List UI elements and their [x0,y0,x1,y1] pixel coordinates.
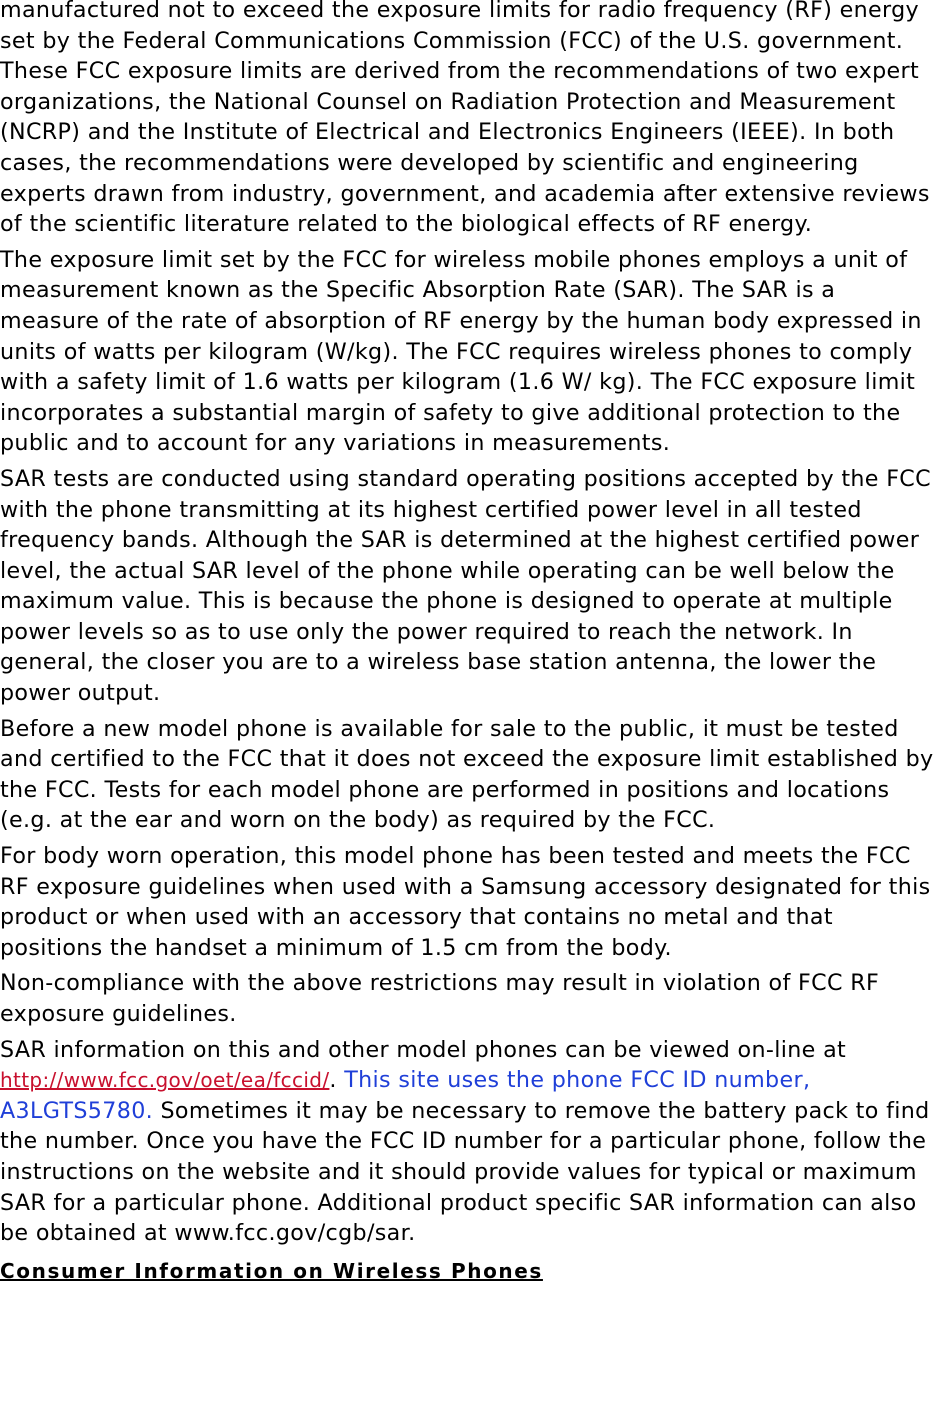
paragraph-sar-tests: SAR tests are conducted using standard operating positions accepted by the FCC with the phone transmitting at its highest certified power level in all tested frequency bands. Although the SAR is determined at the highest certified power level, the actual SAR level of the phone while operating can be well below the maximum value. This is because the phone is designed to operate at multiple power levels so as to use only the power required to reach the network. In general, the closer you are to a wireless base station antenna, the lower the power output. [0,465,931,707]
paragraph-non-compliance: Non-compliance with the above restrictions may result in violation of FCC RF exposure guidelines. [0,970,880,1027]
sar-info-rest: Sometimes it may be necessary to remove the battery pack to find the number. Once you have the FCC ID number for a particular phone, follow the instructions on the website and it should provide values for typical or maximum SAR for a particular phone. Additional product specific SAR information can also be obtained at www.fcc.gov/cgb/sar. [0,1097,930,1247]
sar-info-intro: SAR information on this and other model phones can be viewed on-line at [0,1036,847,1063]
paragraph-sar-information [0,1035,936,1249]
paragraph-sar-definition: The exposure limit set by the FCC for wireless mobile phones employs a unit of measurement known as the Specific Absorption Rate (SAR). The SAR is a measure of the rate of absorption of RF energy by the human body expressed in units of watts per kilogram (W/kg). The FCC requires wireless phones to comply with a safety limit of 1.6 watts per kilogram (1.6 W/ kg). The FCC exposure limit incorporates a substantial margin of safety to give additional protection to the public and to account for any variations in measurements. [0,246,922,457]
fcc-id-link[interactable]: http://www.fcc.gov/oet/ea/fccid/ [0,1068,330,1093]
paragraph-fcc-exposure-limits: manufactured not to exceed the exposure limits for radio frequency (RF) energy set by the Federal Communications Commission (FCC) of the U.S. government. These FCC exposure limits are derived from the recommendations of two expert organizations, the National Counsel on Radiation Protection and Measurement (NCRP) and the Institute of Electrical and Electronics Engineers (IEEE). In both cases, the recommendations were developed by scientific and engineering experts drawn from industry, government, and academia after extensive reviews of the scientific literature related to the biological effects of RF energy. [0,0,930,238]
fcc-id-number-text: This site uses the phone FCC ID number, A3LGTS5780. [0,1067,811,1124]
paragraph-model-certification: Before a new model phone is available for sale to the public, it must be tested and certified to the FCC that it does not exceed the exposure limit established by the FCC. Tests for each model phone are performed in positions and locations (e.g. at the ear and worn on the body) as required by the FCC. [0,715,934,834]
section-heading-consumer-information: Consumer Information on Wireless Phones [0,1258,543,1283]
sar-info-period: . [329,1067,337,1094]
paragraph-body-worn-operation: For body worn operation, this model phone has been tested and meets the FCC RF exposure guidelines when used with a Samsung accessory designated for this product or when used with an accessory that contains no metal and that positions the handset a minimum of 1.5 cm from the body. [0,843,931,961]
